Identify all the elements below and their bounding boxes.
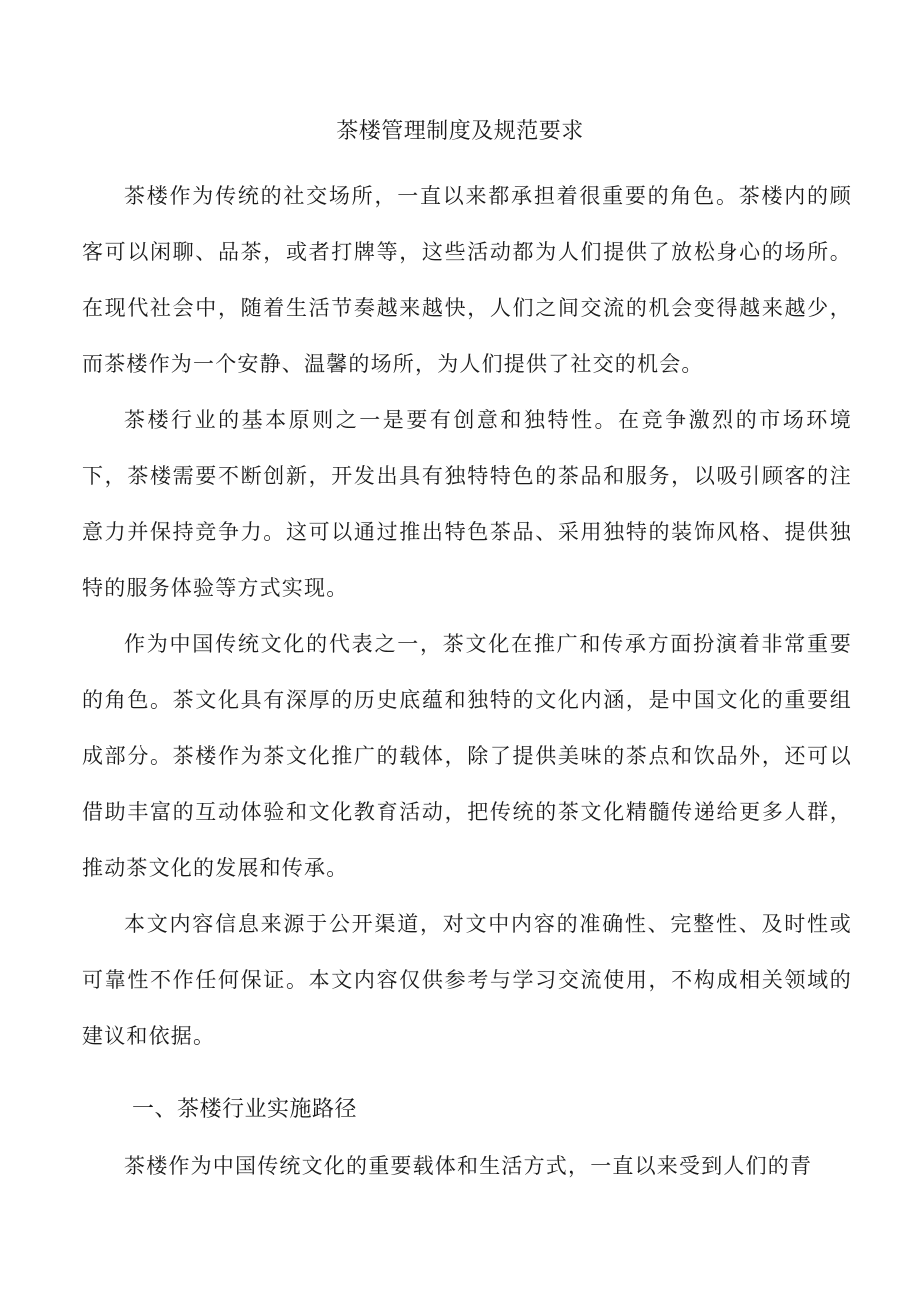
section-heading: 一、茶楼行业实施路径 <box>132 1097 358 1122</box>
paragraph-disclaimer: 本文内容信息来源于公开渠道，对文中内容的准确性、完整性、及时性或可靠性不作任何保证。本文内容仅供参考与学习交流使用，不构成相关领域的建议和依据。 <box>82 912 852 1048</box>
paragraph-intro: 茶楼作为传统的社交场所，一直以来都承担着很重要的角色。茶楼内的顾客可以闲聊、品茶，或者打牌等，这些活动都为人们提供了放松身心的场所。在现代社会中，随着生活节奏越来越快，人们之间交流的机会变得越来越少，而茶楼作为一个安静、温馨的场所，为人们提供了社交的机会。 <box>82 184 852 376</box>
paragraph-section-start: 茶楼作为中国传统文化的重要载体和生活方式，一直以来受到人们的青 <box>124 1154 813 1178</box>
paragraph-tea-culture: 作为中国传统文化的代表之一，茶文化在推广和传承方面扮演着非常重要的角色。茶文化具有深厚的历史底蕴和独特的文化内涵，是中国文化的重要组成部分。茶楼作为茶文化推广的载体，除了提供美味的茶点和饮品外，还可以借助丰富的互动体验和文化教育活动，把传统的茶文化精髓传递给更多人群，推动茶文化的发展和传承。 <box>82 632 852 880</box>
document-title: 茶楼管理制度及规范要求 <box>336 119 584 144</box>
paragraph-principles: 茶楼行业的基本原则之一是要有创意和独特性。在竞争激烈的市场环境下，茶楼需要不断创新，开发出具有独特特色的茶品和服务，以吸引顾客的注意力并保持竞争力。这可以通过推出特色茶品、采用独特的装饰风格、提供独特的服务体验等方式实现。 <box>82 408 852 600</box>
